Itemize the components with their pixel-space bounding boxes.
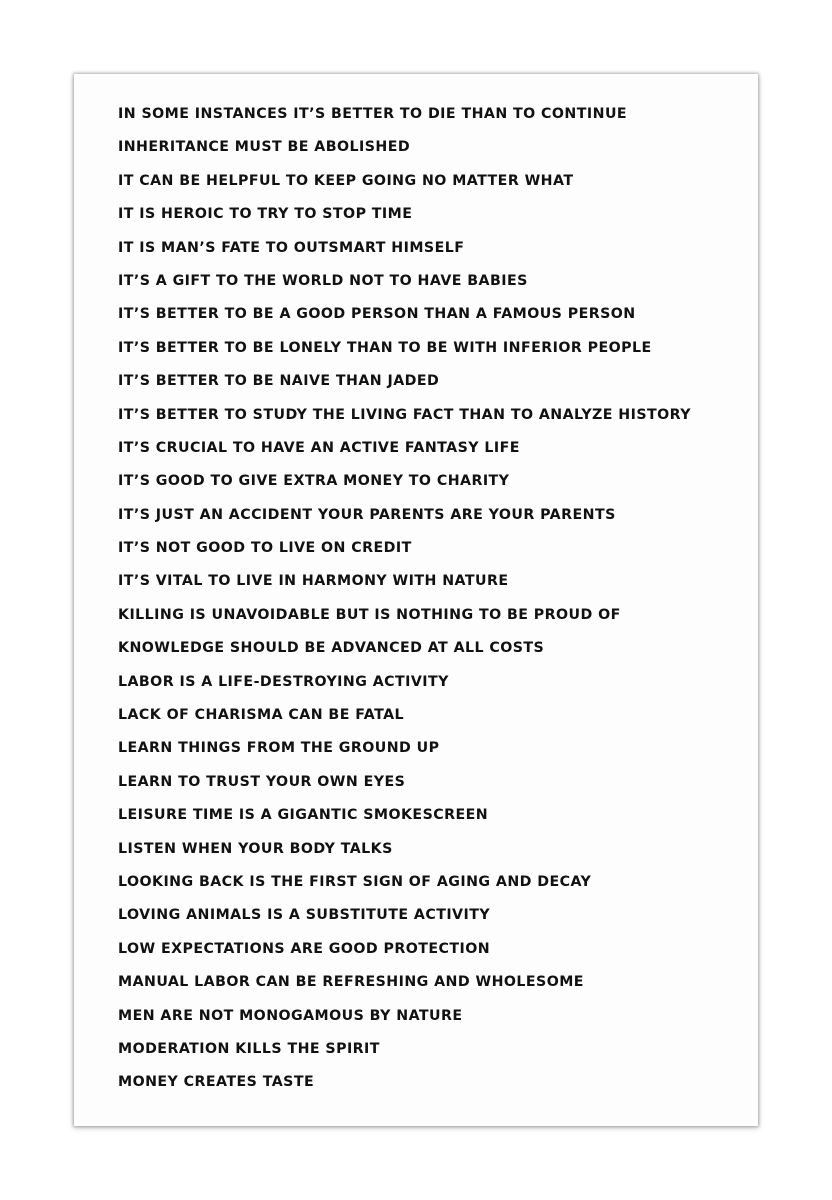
- truism-line: IT IS MAN’S FATE TO OUTSMART HIMSELF: [118, 239, 465, 256]
- truism-line: IT’S BETTER TO BE A GOOD PERSON THAN A FAMOUS PERSON: [118, 306, 636, 323]
- truism-line: MONEY CREATES TASTE: [118, 1074, 315, 1091]
- truism-line: INHERITANCE MUST BE ABOLISHED: [118, 139, 411, 156]
- truism-line: IT’S NOT GOOD TO LIVE ON CREDIT: [118, 540, 412, 557]
- truism-line: LISTEN WHEN YOUR BODY TALKS: [118, 840, 393, 857]
- truism-line: IT’S BETTER TO BE LONELY THAN TO BE WITH INFERIOR PEOPLE: [118, 339, 652, 356]
- truism-line: KILLING IS UNAVOIDABLE BUT IS NOTHING TO BE PROUD OF: [118, 606, 621, 623]
- truism-line: IT’S CRUCIAL TO HAVE AN ACTIVE FANTASY LIFE: [118, 439, 520, 456]
- truism-line: IT IS HEROIC TO TRY TO STOP TIME: [118, 206, 413, 223]
- truism-line: IT’S VITAL TO LIVE IN HARMONY WITH NATURE: [118, 573, 509, 590]
- truism-line: IT CAN BE HELPFUL TO KEEP GOING NO MATTER WHAT: [118, 172, 574, 189]
- truism-list: [118, 104, 691, 1106]
- truism-line: LACK OF CHARISMA CAN BE FATAL: [118, 707, 405, 724]
- truism-line: MEN ARE NOT MONOGAMOUS BY NATURE: [118, 1007, 463, 1024]
- truism-line: LOW EXPECTATIONS ARE GOOD PROTECTION: [118, 940, 491, 957]
- truism-line: LOVING ANIMALS IS A SUBSTITUTE ACTIVITY: [118, 907, 491, 924]
- truism-line: IT’S BETTER TO BE NAIVE THAN JADED: [118, 373, 440, 390]
- truism-line: LEISURE TIME IS A GIGANTIC SMOKESCREEN: [118, 807, 489, 824]
- truism-line: IT’S JUST AN ACCIDENT YOUR PARENTS ARE YOUR PARENTS: [118, 506, 616, 523]
- truism-line: IT’S A GIFT TO THE WORLD NOT TO HAVE BABIES: [118, 272, 528, 289]
- poster-sheet: [74, 74, 758, 1126]
- truism-line: MANUAL LABOR CAN BE REFRESHING AND WHOLESOME: [118, 974, 584, 991]
- truism-line: MODERATION KILLS THE SPIRIT: [118, 1040, 380, 1057]
- truism-line: IT’S GOOD TO GIVE EXTRA MONEY TO CHARITY: [118, 473, 510, 490]
- truism-line: LEARN TO TRUST YOUR OWN EYES: [118, 773, 406, 790]
- truism-line: IN SOME INSTANCES IT’S BETTER TO DIE THAN TO CONTINUE: [118, 106, 628, 122]
- truism-line: LABOR IS A LIFE-DESTROYING ACTIVITY: [118, 673, 449, 690]
- truism-line: IT’S BETTER TO STUDY THE LIVING FACT THAN TO ANALYZE HISTORY: [118, 406, 691, 423]
- truism-line: LOOKING BACK IS THE FIRST SIGN OF AGING AND DECAY: [118, 873, 592, 890]
- truism-line: LEARN THINGS FROM THE GROUND UP: [118, 740, 440, 757]
- truism-line: KNOWLEDGE SHOULD BE ADVANCED AT ALL COSTS: [118, 640, 545, 657]
